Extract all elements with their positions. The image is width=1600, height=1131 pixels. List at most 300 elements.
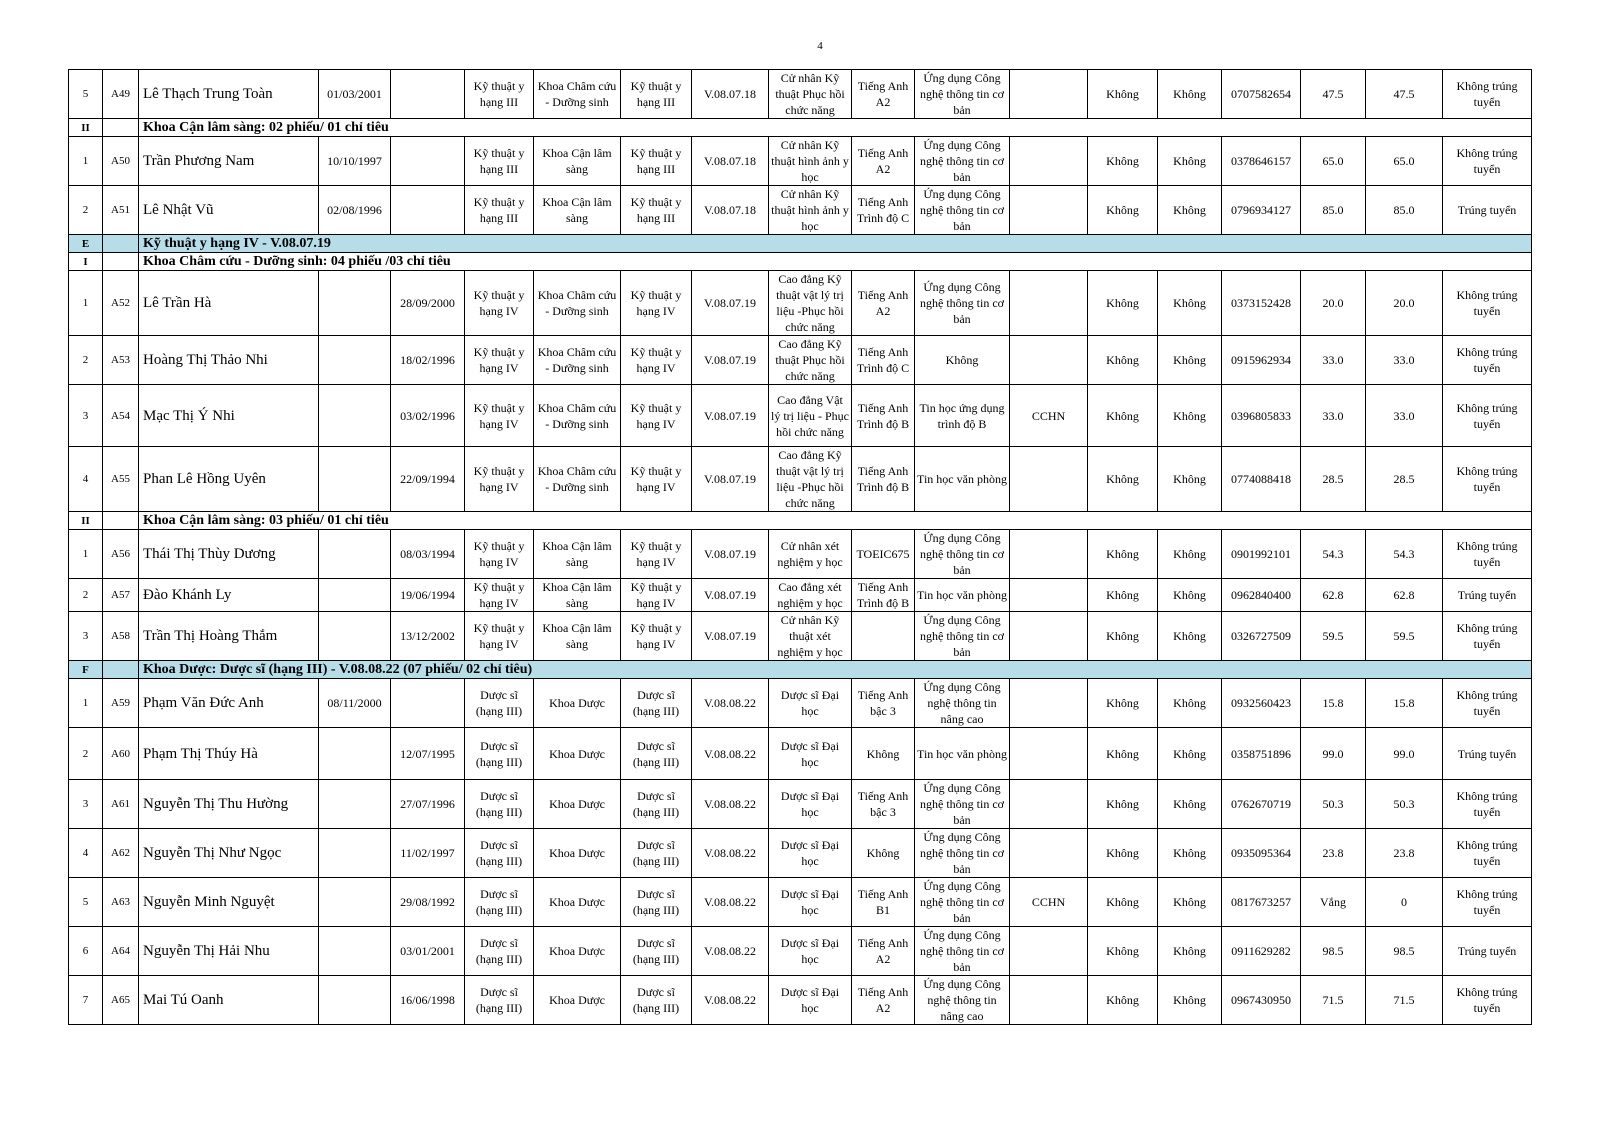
cell-priority-1: Không xyxy=(1088,976,1158,1025)
cell-score: 50.3 xyxy=(1301,780,1366,829)
section-blank xyxy=(103,253,139,271)
cell-degree: Cử nhân Kỹ thuật Phục hồi chức năng xyxy=(769,70,852,119)
cell-job-code: V.08.08.22 xyxy=(692,976,769,1025)
cell-stt: 7 xyxy=(69,976,103,1025)
cell-result: Trúng tuyển xyxy=(1443,579,1532,612)
cell-department: Khoa Cận lâm sàng xyxy=(534,612,621,661)
cell-dob-female: 29/08/1992 xyxy=(391,878,465,927)
cell-priority-2: Không xyxy=(1158,271,1222,336)
cell-degree: Dược sĩ Đại học xyxy=(769,829,852,878)
cell-title: Dược sĩ (hạng III) xyxy=(465,878,534,927)
cell-phone: 0817673257 xyxy=(1222,878,1301,927)
cell-title: Kỹ thuật y hạng III xyxy=(465,186,534,235)
cell-total: 50.3 xyxy=(1366,780,1443,829)
cell-dob-female xyxy=(391,70,465,119)
section-blank xyxy=(103,512,139,530)
cell-certificate: CCHN xyxy=(1010,878,1088,927)
cell-name: Nguyễn Thị Như Ngọc xyxy=(139,829,319,878)
cell-code: A62 xyxy=(103,829,139,878)
cell-dob-female: 08/03/1994 xyxy=(391,530,465,579)
cell-language: Tiếng Anh A2 xyxy=(852,927,915,976)
cell-name: Nguyễn Thị Hải Nhu xyxy=(139,927,319,976)
cell-priority-2: Không xyxy=(1158,186,1222,235)
cell-total: 0 xyxy=(1366,878,1443,927)
cell-result: Không trúng tuyển xyxy=(1443,612,1532,661)
cell-language xyxy=(852,612,915,661)
cell-it-level: Tin học văn phòng xyxy=(915,728,1010,780)
cell-degree: Dược sĩ Đại học xyxy=(769,927,852,976)
cell-total: 99.0 xyxy=(1366,728,1443,780)
cell-total: 98.5 xyxy=(1366,927,1443,976)
cell-priority-1: Không xyxy=(1088,137,1158,186)
cell-priority-1: Không xyxy=(1088,271,1158,336)
section-index: F xyxy=(69,661,103,679)
cell-language: Tiếng Anh A2 xyxy=(852,70,915,119)
cell-dob-female xyxy=(391,679,465,728)
cell-department: Khoa Dược xyxy=(534,728,621,780)
cell-title: Kỹ thuật y hạng IV xyxy=(465,579,534,612)
cell-certificate xyxy=(1010,927,1088,976)
table-row xyxy=(69,137,1532,186)
cell-job-code: V.08.07.18 xyxy=(692,137,769,186)
cell-code: A55 xyxy=(103,447,139,512)
cell-priority-1: Không xyxy=(1088,530,1158,579)
cell-result: Không trúng tuyển xyxy=(1443,447,1532,512)
cell-department: Khoa Dược xyxy=(534,976,621,1025)
cell-certificate xyxy=(1010,612,1088,661)
cell-degree: Cao đẳng Kỹ thuật vật lý trị liệu -Phục hồi chức năng xyxy=(769,447,852,512)
cell-stt: 2 xyxy=(69,186,103,235)
cell-phone: 0707582654 xyxy=(1222,70,1301,119)
cell-result: Không trúng tuyển xyxy=(1443,976,1532,1025)
cell-code: A64 xyxy=(103,927,139,976)
cell-result: Không trúng tuyển xyxy=(1443,271,1532,336)
cell-language: Tiếng Anh Trình độ B xyxy=(852,579,915,612)
cell-it-level: Ứng dụng Công nghệ thông tin cơ bản xyxy=(915,271,1010,336)
cell-job-code: V.08.07.19 xyxy=(692,271,769,336)
cell-position: Kỹ thuật y hạng IV xyxy=(621,612,692,661)
cell-position: Kỹ thuật y hạng IV xyxy=(621,271,692,336)
section-blank xyxy=(103,661,139,679)
cell-name: Mai Tú Oanh xyxy=(139,976,319,1025)
cell-degree: Dược sĩ Đại học xyxy=(769,878,852,927)
cell-position: Dược sĩ (hạng III) xyxy=(621,878,692,927)
cell-department: Khoa Châm cứu - Dưỡng sinh xyxy=(534,385,621,447)
cell-score: 99.0 xyxy=(1301,728,1366,780)
cell-it-level: Ứng dụng Công nghệ thông tin cơ bản xyxy=(915,70,1010,119)
cell-certificate: CCHN xyxy=(1010,385,1088,447)
cell-certificate xyxy=(1010,447,1088,512)
cell-job-code: V.08.08.22 xyxy=(692,829,769,878)
cell-code: A50 xyxy=(103,137,139,186)
cell-priority-1: Không xyxy=(1088,679,1158,728)
cell-name: Nguyễn Thị Thu Hường xyxy=(139,780,319,829)
cell-phone: 0901992101 xyxy=(1222,530,1301,579)
cell-phone: 0358751896 xyxy=(1222,728,1301,780)
cell-dob-male xyxy=(319,579,391,612)
cell-priority-2: Không xyxy=(1158,70,1222,119)
cell-phone: 0762670719 xyxy=(1222,780,1301,829)
cell-degree: Dược sĩ Đại học xyxy=(769,976,852,1025)
cell-total: 65.0 xyxy=(1366,137,1443,186)
cell-title: Kỹ thuật y hạng IV xyxy=(465,271,534,336)
cell-name: Phạm Văn Đức Anh xyxy=(139,679,319,728)
cell-score: 33.0 xyxy=(1301,336,1366,385)
section-index: E xyxy=(69,235,103,253)
cell-position: Dược sĩ (hạng III) xyxy=(621,728,692,780)
section-index: II xyxy=(69,512,103,530)
cell-name: Phạm Thị Thúy Hà xyxy=(139,728,319,780)
cell-stt: 4 xyxy=(69,447,103,512)
cell-certificate xyxy=(1010,579,1088,612)
cell-priority-1: Không xyxy=(1088,878,1158,927)
cell-department: Khoa Dược xyxy=(534,927,621,976)
cell-degree: Cử nhân Kỹ thuật xét nghiệm y học xyxy=(769,612,852,661)
cell-phone: 0932560423 xyxy=(1222,679,1301,728)
cell-total: 20.0 xyxy=(1366,271,1443,336)
cell-phone: 0378646157 xyxy=(1222,137,1301,186)
cell-language: Tiếng Anh bậc 3 xyxy=(852,780,915,829)
cell-dob-female: 18/02/1996 xyxy=(391,336,465,385)
section-index: I xyxy=(69,253,103,271)
table-row xyxy=(69,530,1532,579)
cell-language: Tiếng Anh A2 xyxy=(852,271,915,336)
cell-priority-1: Không xyxy=(1088,579,1158,612)
cell-phone: 0796934127 xyxy=(1222,186,1301,235)
cell-title: Kỹ thuật y hạng IV xyxy=(465,447,534,512)
results-table xyxy=(68,69,1532,1025)
cell-stt: 2 xyxy=(69,728,103,780)
cell-job-code: V.08.07.18 xyxy=(692,186,769,235)
cell-certificate xyxy=(1010,976,1088,1025)
cell-dob-male xyxy=(319,829,391,878)
cell-code: A52 xyxy=(103,271,139,336)
cell-job-code: V.08.08.22 xyxy=(692,679,769,728)
cell-phone: 0915962934 xyxy=(1222,336,1301,385)
cell-score: Vắng xyxy=(1301,878,1366,927)
cell-priority-1: Không xyxy=(1088,447,1158,512)
cell-department: Khoa Dược xyxy=(534,829,621,878)
cell-score: 20.0 xyxy=(1301,271,1366,336)
table-row xyxy=(69,679,1532,728)
cell-stt: 1 xyxy=(69,679,103,728)
cell-it-level: Ứng dụng Công nghệ thông tin cơ bản xyxy=(915,829,1010,878)
cell-code: A65 xyxy=(103,976,139,1025)
cell-it-level: Ứng dụng Công nghệ thông tin cơ bản xyxy=(915,927,1010,976)
cell-score: 71.5 xyxy=(1301,976,1366,1025)
cell-it-level: Tin học văn phòng xyxy=(915,579,1010,612)
cell-total: 33.0 xyxy=(1366,385,1443,447)
cell-job-code: V.08.07.19 xyxy=(692,385,769,447)
cell-code: A56 xyxy=(103,530,139,579)
cell-priority-2: Không xyxy=(1158,780,1222,829)
cell-total: 62.8 xyxy=(1366,579,1443,612)
cell-dob-male xyxy=(319,530,391,579)
cell-it-level: Ứng dụng Công nghệ thông tin nâng cao xyxy=(915,679,1010,728)
cell-dob-male: 08/11/2000 xyxy=(319,679,391,728)
cell-total: 59.5 xyxy=(1366,612,1443,661)
cell-stt: 3 xyxy=(69,612,103,661)
cell-dob-male xyxy=(319,927,391,976)
cell-department: Khoa Cận lâm sàng xyxy=(534,579,621,612)
cell-dob-female: 22/09/1994 xyxy=(391,447,465,512)
cell-name: Lê Trần Hà xyxy=(139,271,319,336)
cell-department: Khoa Châm cứu - Dưỡng sinh xyxy=(534,271,621,336)
cell-priority-2: Không xyxy=(1158,829,1222,878)
cell-department: Khoa Dược xyxy=(534,780,621,829)
cell-score: 54.3 xyxy=(1301,530,1366,579)
cell-dob-male xyxy=(319,976,391,1025)
cell-language: Tiếng Anh bậc 3 xyxy=(852,679,915,728)
cell-degree: Cao đẳng Kỹ thuật Phục hồi chức năng xyxy=(769,336,852,385)
cell-total: 28.5 xyxy=(1366,447,1443,512)
cell-certificate xyxy=(1010,137,1088,186)
cell-total: 54.3 xyxy=(1366,530,1443,579)
cell-it-level: Tin học văn phòng xyxy=(915,447,1010,512)
table-row xyxy=(69,579,1532,612)
cell-code: A59 xyxy=(103,679,139,728)
cell-dob-female xyxy=(391,137,465,186)
cell-stt: 6 xyxy=(69,927,103,976)
cell-result: Không trúng tuyển xyxy=(1443,385,1532,447)
cell-result: Không trúng tuyển xyxy=(1443,137,1532,186)
cell-total: 71.5 xyxy=(1366,976,1443,1025)
table-row xyxy=(69,878,1532,927)
table-row xyxy=(69,271,1532,336)
cell-phone: 0774088418 xyxy=(1222,447,1301,512)
cell-stt: 2 xyxy=(69,336,103,385)
cell-language: TOEIC675 xyxy=(852,530,915,579)
cell-language: Tiếng Anh Trình độ B xyxy=(852,385,915,447)
cell-priority-2: Không xyxy=(1158,447,1222,512)
cell-stt: 3 xyxy=(69,385,103,447)
cell-priority-1: Không xyxy=(1088,728,1158,780)
cell-degree: Cử nhân Kỹ thuật hình ảnh y học xyxy=(769,137,852,186)
cell-score: 85.0 xyxy=(1301,186,1366,235)
cell-it-level: Tin học ứng dụng trình độ B xyxy=(915,385,1010,447)
cell-job-code: V.08.07.19 xyxy=(692,579,769,612)
section-title: Kỹ thuật y hạng IV - V.08.07.19 xyxy=(139,235,1532,253)
cell-code: A63 xyxy=(103,878,139,927)
cell-certificate xyxy=(1010,728,1088,780)
cell-code: A60 xyxy=(103,728,139,780)
cell-phone: 0962840400 xyxy=(1222,579,1301,612)
cell-dob-male: 02/08/1996 xyxy=(319,186,391,235)
cell-code: A54 xyxy=(103,385,139,447)
cell-name: Phan Lê Hồng Uyên xyxy=(139,447,319,512)
cell-name: Lê Thạch Trung Toàn xyxy=(139,70,319,119)
cell-dob-male xyxy=(319,878,391,927)
cell-stt: 1 xyxy=(69,137,103,186)
cell-priority-2: Không xyxy=(1158,137,1222,186)
cell-dob-female: 16/06/1998 xyxy=(391,976,465,1025)
cell-degree: Dược sĩ Đại học xyxy=(769,728,852,780)
cell-position: Kỹ thuật y hạng III xyxy=(621,186,692,235)
cell-title: Kỹ thuật y hạng IV xyxy=(465,336,534,385)
cell-certificate xyxy=(1010,70,1088,119)
cell-degree: Dược sĩ Đại học xyxy=(769,780,852,829)
cell-score: 15.8 xyxy=(1301,679,1366,728)
cell-it-level: Ứng dụng Công nghệ thông tin nâng cao xyxy=(915,976,1010,1025)
cell-priority-2: Không xyxy=(1158,878,1222,927)
cell-position: Dược sĩ (hạng III) xyxy=(621,927,692,976)
section-header-row xyxy=(69,512,1532,530)
cell-certificate xyxy=(1010,679,1088,728)
cell-job-code: V.08.08.22 xyxy=(692,780,769,829)
cell-result: Không trúng tuyển xyxy=(1443,878,1532,927)
cell-code: A49 xyxy=(103,70,139,119)
table-row xyxy=(69,829,1532,878)
cell-department: Khoa Châm cứu - Dưỡng sinh xyxy=(534,70,621,119)
cell-code: A51 xyxy=(103,186,139,235)
cell-priority-2: Không xyxy=(1158,679,1222,728)
cell-priority-1: Không xyxy=(1088,186,1158,235)
cell-priority-2: Không xyxy=(1158,927,1222,976)
cell-position: Kỹ thuật y hạng IV xyxy=(621,579,692,612)
cell-position: Kỹ thuật y hạng III xyxy=(621,137,692,186)
cell-code: A53 xyxy=(103,336,139,385)
cell-code: A61 xyxy=(103,780,139,829)
cell-priority-1: Không xyxy=(1088,829,1158,878)
cell-dob-male xyxy=(319,780,391,829)
table-row xyxy=(69,70,1532,119)
table-row xyxy=(69,447,1532,512)
cell-dob-female: 11/02/1997 xyxy=(391,829,465,878)
cell-score: 62.8 xyxy=(1301,579,1366,612)
cell-dob-female: 12/07/1995 xyxy=(391,728,465,780)
table-row xyxy=(69,976,1532,1025)
section-header-row xyxy=(69,253,1532,271)
cell-dob-male xyxy=(319,385,391,447)
table-row xyxy=(69,336,1532,385)
cell-position: Dược sĩ (hạng III) xyxy=(621,679,692,728)
cell-name: Trần Thị Hoàng Thắm xyxy=(139,612,319,661)
cell-score: 33.0 xyxy=(1301,385,1366,447)
cell-priority-1: Không xyxy=(1088,336,1158,385)
cell-dob-female: 19/06/1994 xyxy=(391,579,465,612)
cell-phone: 0935095364 xyxy=(1222,829,1301,878)
cell-job-code: V.08.07.19 xyxy=(692,530,769,579)
cell-degree: Cao đẳng Vật lý trị liệu - Phục hồi chức năng xyxy=(769,385,852,447)
cell-title: Dược sĩ (hạng III) xyxy=(465,829,534,878)
cell-score: 47.5 xyxy=(1301,70,1366,119)
cell-priority-1: Không xyxy=(1088,612,1158,661)
cell-department: Khoa Dược xyxy=(534,679,621,728)
cell-stt: 4 xyxy=(69,829,103,878)
cell-certificate xyxy=(1010,186,1088,235)
cell-stt: 1 xyxy=(69,271,103,336)
cell-dob-male xyxy=(319,336,391,385)
section-blank xyxy=(103,235,139,253)
cell-job-code: V.08.07.19 xyxy=(692,447,769,512)
cell-dob-male xyxy=(319,271,391,336)
cell-position: Dược sĩ (hạng III) xyxy=(621,780,692,829)
cell-position: Kỹ thuật y hạng IV xyxy=(621,336,692,385)
cell-priority-1: Không xyxy=(1088,385,1158,447)
cell-certificate xyxy=(1010,336,1088,385)
cell-phone: 0326727509 xyxy=(1222,612,1301,661)
cell-title: Kỹ thuật y hạng IV xyxy=(465,612,534,661)
cell-dob-female: 27/07/1996 xyxy=(391,780,465,829)
cell-stt: 5 xyxy=(69,70,103,119)
cell-dob-male xyxy=(319,612,391,661)
cell-priority-1: Không xyxy=(1088,70,1158,119)
cell-position: Kỹ thuật y hạng IV xyxy=(621,447,692,512)
cell-certificate xyxy=(1010,829,1088,878)
cell-priority-2: Không xyxy=(1158,530,1222,579)
cell-language: Tiếng Anh Trình độ C xyxy=(852,336,915,385)
cell-result: Trúng tuyển xyxy=(1443,186,1532,235)
cell-dob-male: 01/03/2001 xyxy=(319,70,391,119)
cell-name: Hoàng Thị Thảo Nhi xyxy=(139,336,319,385)
group-header-row xyxy=(69,661,1532,679)
cell-priority-2: Không xyxy=(1158,612,1222,661)
cell-position: Kỹ thuật y hạng IV xyxy=(621,530,692,579)
cell-department: Khoa Cận lâm sàng xyxy=(534,530,621,579)
cell-title: Dược sĩ (hạng III) xyxy=(465,927,534,976)
section-header-row xyxy=(69,119,1532,137)
cell-result: Trúng tuyển xyxy=(1443,728,1532,780)
section-blank xyxy=(103,119,139,137)
cell-department: Khoa Cận lâm sàng xyxy=(534,186,621,235)
cell-title: Kỹ thuật y hạng III xyxy=(465,70,534,119)
cell-priority-2: Không xyxy=(1158,728,1222,780)
cell-title: Kỹ thuật y hạng IV xyxy=(465,385,534,447)
section-title: Khoa Cận lâm sàng: 02 phiếu/ 01 chỉ tiêu xyxy=(139,119,1532,137)
table-row xyxy=(69,385,1532,447)
cell-it-level: Ứng dụng Công nghệ thông tin cơ bản xyxy=(915,878,1010,927)
cell-position: Dược sĩ (hạng III) xyxy=(621,829,692,878)
cell-job-code: V.08.08.22 xyxy=(692,878,769,927)
cell-phone: 0373152428 xyxy=(1222,271,1301,336)
cell-language: Tiếng Anh Trình độ B xyxy=(852,447,915,512)
cell-it-level: Ứng dụng Công nghệ thông tin cơ bản xyxy=(915,780,1010,829)
cell-it-level: Ứng dụng Công nghệ thông tin cơ bản xyxy=(915,612,1010,661)
cell-title: Dược sĩ (hạng III) xyxy=(465,728,534,780)
cell-position: Kỹ thuật y hạng IV xyxy=(621,385,692,447)
cell-total: 85.0 xyxy=(1366,186,1443,235)
cell-degree: Cử nhân xét nghiệm y học xyxy=(769,530,852,579)
cell-dob-female xyxy=(391,186,465,235)
table-row xyxy=(69,612,1532,661)
cell-score: 65.0 xyxy=(1301,137,1366,186)
cell-it-level: Ứng dụng Công nghệ thông tin cơ bản xyxy=(915,530,1010,579)
cell-stt: 3 xyxy=(69,780,103,829)
cell-job-code: V.08.07.19 xyxy=(692,612,769,661)
cell-it-level: Ứng dụng Công nghệ thông tin cơ bản xyxy=(915,137,1010,186)
cell-score: 23.8 xyxy=(1301,829,1366,878)
cell-it-level: Không xyxy=(915,336,1010,385)
cell-priority-2: Không xyxy=(1158,579,1222,612)
cell-certificate xyxy=(1010,530,1088,579)
cell-language: Tiếng Anh Trình độ C xyxy=(852,186,915,235)
section-title: Khoa Dược: Dược sĩ (hạng III) - V.08.08.22 (07 phiếu/ 02 chỉ tiêu) xyxy=(139,661,1532,679)
cell-position: Kỹ thuật y hạng III xyxy=(621,70,692,119)
cell-result: Không trúng tuyển xyxy=(1443,679,1532,728)
cell-score: 59.5 xyxy=(1301,612,1366,661)
cell-degree: Dược sĩ Đại học xyxy=(769,679,852,728)
cell-job-code: V.08.08.22 xyxy=(692,927,769,976)
cell-department: Khoa Châm cứu - Dưỡng sinh xyxy=(534,447,621,512)
cell-certificate xyxy=(1010,271,1088,336)
cell-name: Mạc Thị Ý Nhi xyxy=(139,385,319,447)
table-row xyxy=(69,927,1532,976)
cell-total: 47.5 xyxy=(1366,70,1443,119)
cell-name: Thái Thị Thùy Dương xyxy=(139,530,319,579)
cell-title: Kỹ thuật y hạng III xyxy=(465,137,534,186)
cell-result: Không trúng tuyển xyxy=(1443,70,1532,119)
cell-name: Trần Phương Nam xyxy=(139,137,319,186)
